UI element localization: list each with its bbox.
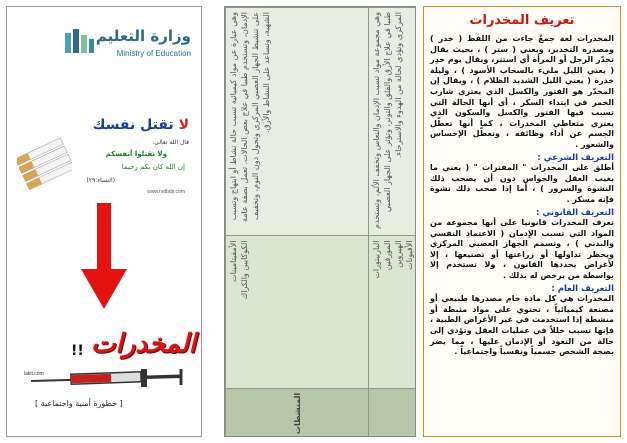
syringe-icon (21, 363, 191, 395)
poster-caption: [ خطورة أمنية واجتماعية ] (35, 399, 123, 408)
poster-title: المخدرات (91, 329, 196, 359)
drug-name: الباربيتورات (372, 240, 381, 279)
cigarettes-icon (17, 127, 72, 197)
drugs-poster (21, 327, 196, 427)
rotated-table-wrapper (225, 7, 416, 437)
poster-site: lakit.com (24, 371, 44, 377)
drug-name: الأفيونات (405, 240, 414, 270)
general-paragraph: المخدرات هي كل مادة خام مصدرها طبيعي أو مصنعة كيميائياً ، تحتوي على مواد مثبطة أو منشطة إذا استخدمت في غير الأغراض الطبية ، فإنها تسبب خللاً في عمليات العقل وتؤدي إلى حالة من التعود أو الإدمان عليها ، مما يضر بصحة الشخص جسمياً ونفسياً واجتماعياً . (430, 294, 614, 357)
ministry-name-ar: وزارة التعليم (95, 27, 191, 45)
down-arrow-icon (79, 203, 129, 311)
sharia-paragraph: أطلق على المخدرات " المفترات " ( يعني ما يغيب العقل والحواس دون أن يصحب ذلك النشوة والسرور ) ، أما إذا صحب ذلك نشوة فإنه مسكر . (430, 163, 614, 204)
definition-title: تعريف المخدرات (469, 13, 575, 28)
slogan-title (93, 117, 189, 133)
slogan-site: www.rsdbdjr.com (147, 189, 185, 195)
slogan-part2: تقتل نفسك (92, 117, 174, 133)
verse-line2: إن الله كان بكم رحيما (121, 163, 185, 171)
ministry-name-en: Ministry of Education (116, 49, 191, 58)
drug-name: المورفين (383, 240, 392, 271)
slogan-sub: قال الله تعالى: (152, 139, 189, 146)
table-header (369, 388, 417, 437)
verse-ref: (النساء:٢٩) (86, 177, 115, 184)
drug-desc-cell: وهي عبارة عن مواد كيميائية تسبب حالة نشاط أو ابتهاج وتسبب الإدمان، وتستخدم طبيا في علاج بعض الحالات. تعمل بصفة عامة على تنشيط الجهاز العصبي المركزي وتحول دون النوم، وتخفيف الشهية، وتساعد على النشاط والأرق. (226, 8, 369, 236)
drug-name: الهيروين (394, 240, 403, 268)
drug-names-cell (226, 236, 369, 388)
drug-types-table (225, 7, 416, 437)
general-heading: التعريف العام : (551, 283, 614, 294)
ministry-emblem-icon (61, 27, 97, 57)
cover-panel (6, 6, 202, 437)
poster-exclaim: !! (71, 343, 84, 359)
intro-paragraph: المخدرات لغة جمعٌ جاءت من اللفظ ( خدر ) ومصدره التخدير، ويعني ( ستر ) ، بحيث يقال تخدّر الرجل أو المرأة أي استتر، ويقال يوم خدِر ( يعني الليل مليء بالسحاب الأسود ) ، وليلة خدرة ( يعني الليل الشديد الظلام ) ، ويقال إن المخدّر هو الفتور والكسل الذي يعتري شارب الخمر في ابتداء السكر ، أي أنها الحالة التي تسبب فيها الفتور والكسل والسكون الذي يعتري متعاطي المخدرات ، كما أنها تعطّل الجسم عن أداء وظائفه ، وتعطّل الإحساس والشعور . (430, 34, 614, 149)
definition-body (424, 34, 620, 358)
table-row (226, 8, 369, 438)
definition-panel (423, 6, 621, 437)
drug-names-cell (369, 236, 417, 388)
slogan-block (15, 117, 195, 212)
drug-name: الكوكايين والكراك (240, 240, 249, 300)
drug-types-table-panel (224, 6, 416, 437)
legal-paragraph: تعرف المخدرات قانونيا على أنها مجموعة من المواد التي تسبب الإدمان ( الاعتماد النفسي والبدني ) ، وتسمم الجهاز العصبي المركزي ويحظر تداولها أو زراعتها أو تصنيعها ، إلا لأغراض يحددها القانون ، ولا تستخدم إلا بواسطة من يرخص له بذلك . (430, 218, 614, 281)
ministry-logo (21, 27, 191, 69)
legal-heading: التعريف القانوني : (535, 207, 614, 218)
sharia-heading: التعريف الشرعي : (537, 152, 614, 163)
verse-line1: ولا تقتلوا أنفسكم (105, 150, 167, 158)
drug-name: الأمفيتامينات (229, 240, 238, 282)
table-header: المنشطات (226, 388, 369, 437)
drug-desc-cell: وهي مجموعة مواد تسبب الإدمان والنعاس وتخفف الألم، وتستخدم طبيا في علاج الأرق والقلق والتوتر، وتؤثر على الجهاز العصبي المركزي وتؤدي لحالة من الهدوء والاسترخاء. (369, 8, 417, 236)
slogan-part1: لا (178, 117, 189, 133)
table-row (369, 8, 417, 438)
